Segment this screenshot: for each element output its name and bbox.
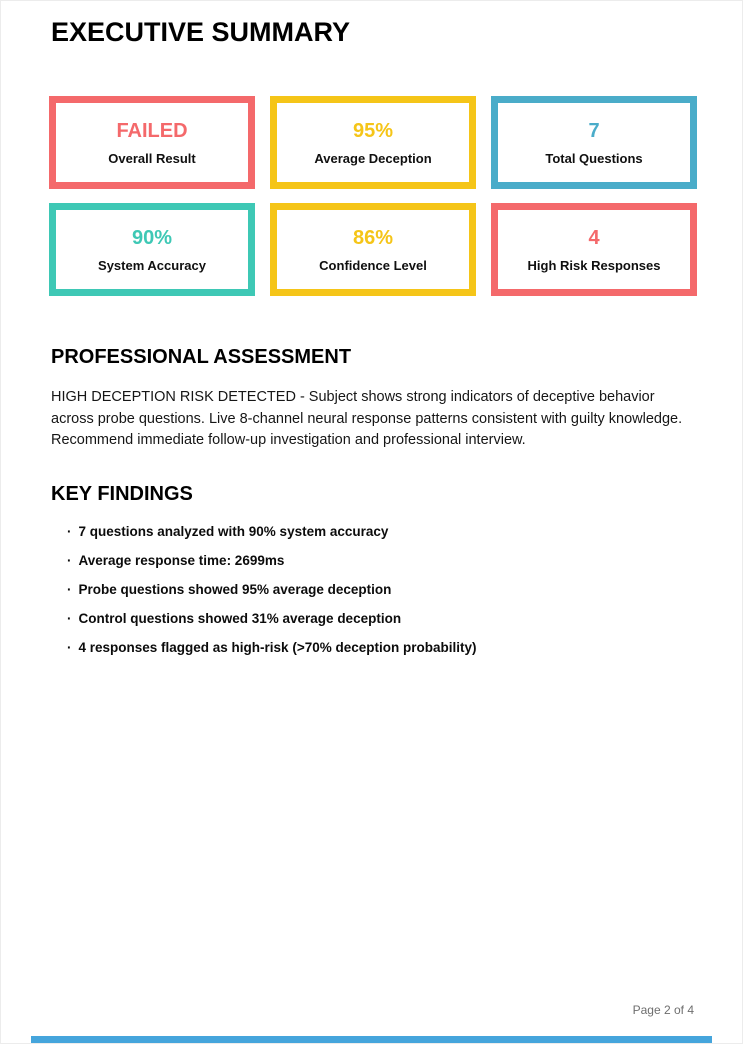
bullet-dot-icon: · [67, 640, 72, 655]
finding-item [67, 524, 476, 540]
metric-value: 4 [588, 226, 600, 249]
finding-text: Probe questions showed 95% average deception [78, 582, 392, 597]
metric-value: 86% [352, 226, 394, 249]
metric-card [491, 96, 697, 189]
bullet-dot-icon: · [67, 582, 72, 597]
finding-text: 7 questions analyzed with 90% system accuracy [78, 524, 389, 539]
metric-label: Total Questions [545, 150, 643, 166]
bullet-dot-icon: · [67, 611, 72, 626]
metric-card [491, 203, 697, 296]
metric-value: 95% [352, 119, 394, 142]
finding-text: Average response time: 2699ms [78, 553, 285, 568]
bullet-dot-icon: · [67, 524, 72, 539]
metric-label: Confidence Level [319, 257, 427, 273]
metric-card [270, 96, 476, 189]
finding-item [67, 640, 476, 656]
metric-value: 90% [131, 226, 173, 249]
assessment-body: HIGH DECEPTION RISK DETECTED - Subject shows strong indicators of deceptive behavior across probe questions. Live 8-channel neural response patterns consistent with guilty knowledge. Recommend immediate follow-up investigation and professional interview. [51, 389, 683, 448]
finding-item [67, 553, 476, 569]
metric-label: Overall Result [108, 150, 196, 166]
footer-accent-bar [31, 1036, 712, 1043]
metric-card [49, 203, 255, 296]
metric-value: FAILED [116, 119, 188, 142]
metric-value: 7 [588, 119, 600, 142]
page-title: EXECUTIVE SUMMARY [51, 17, 351, 47]
metric-label: High Risk Responses [527, 257, 661, 273]
bullet-dot-icon: · [67, 553, 72, 568]
finding-text: 4 responses flagged as high-risk (>70% deception probability) [78, 640, 477, 655]
metric-card [270, 203, 476, 296]
summary-cards [49, 96, 697, 296]
finding-item [67, 611, 476, 627]
finding-text: Control questions showed 31% average deception [78, 611, 402, 626]
metric-label: System Accuracy [98, 257, 206, 273]
finding-item [67, 582, 476, 598]
page-number: Page 2 of 4 [632, 1003, 694, 1017]
findings-heading: KEY FINDINGS [51, 483, 193, 505]
metric-label: Average Deception [314, 150, 432, 166]
assessment-heading: PROFESSIONAL ASSESSMENT [51, 346, 352, 368]
metric-card [49, 96, 255, 189]
findings-list [67, 524, 476, 669]
